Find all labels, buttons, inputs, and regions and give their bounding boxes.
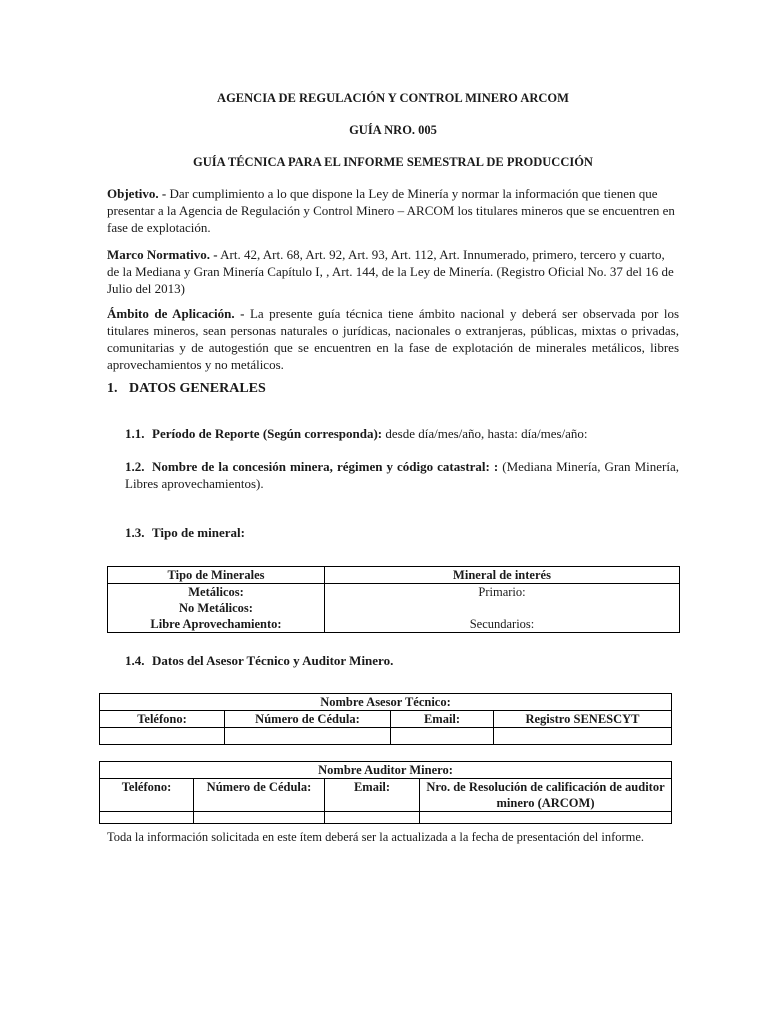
auditor-telefono-value	[100, 812, 194, 824]
objetivo-paragraph	[107, 185, 679, 236]
mineral-interest-cell	[325, 584, 680, 633]
auditor-col-email: Email:	[325, 779, 420, 812]
asesor-cedula-value	[225, 728, 391, 745]
asesor-col-cedula: Número de Cédula:	[225, 711, 391, 728]
mineral-table	[107, 566, 680, 633]
subsection-1-3-label: Tipo de mineral:	[152, 525, 245, 540]
marco-text: Art. 42, Art. 68, Art. 92, Art. 93, Art. 112, Art. Innumerado, primero, tercero y cuarto, de la Mediana y Gran Minería Capítulo I, , Art. 144, de la Ley de Minería. (Registro Oficial No. 37 del 16 de Julio del 2013)	[107, 247, 674, 296]
auditor-col-cedula: Número de Cédula:	[194, 779, 325, 812]
asesor-table-title: Nombre Asesor Técnico:	[100, 694, 672, 711]
auditor-table-title: Nombre Auditor Minero:	[100, 762, 672, 779]
subsection-1-2	[125, 458, 679, 492]
subsection-1-4-label: Datos del Asesor Técnico y Auditor Minero.	[152, 653, 394, 668]
asesor-email-value	[391, 728, 494, 745]
mineral-table-header-left: Tipo de Minerales	[108, 567, 325, 584]
auditor-email-value	[325, 812, 420, 824]
asesor-table	[99, 693, 672, 745]
ambito-label: Ámbito de Aplicación. -	[107, 306, 245, 321]
secundarios-label: Secundarios:	[469, 617, 535, 631]
subsection-1-1-label: Período de Reporte (Según corresponda):	[152, 426, 383, 441]
ambito-text: La presente guía técnica tiene ámbito nacional y deberá ser observada por los titulares mineros, sean personas naturales o jurídicas, nacionales o extranjeras, públicas, mixtas o privadas, comunitarias y de autogestión que se encuentren en la fase de explotación de minerales metálicos, libres aprovechamientos y no metálicos.	[107, 306, 679, 372]
asesor-registro-value	[494, 728, 672, 745]
objetivo-text: Dar cumplimiento a lo que dispone la Ley de Minería y normar la información que tienen que presentar a la Agencia de Regulación y Control Minero – ARCOM los titulares mineros que se encuentren en fase de explotación.	[107, 186, 675, 235]
auditor-cedula-value	[194, 812, 325, 824]
marco-paragraph	[107, 246, 679, 297]
subsection-1-1	[125, 425, 679, 442]
subsection-1-1-text: desde día/mes/año, hasta: día/mes/año:	[382, 426, 588, 441]
mineral-table-header-right: Mineral de interés	[325, 567, 680, 584]
subsection-1-1-number: 1.1.	[125, 426, 145, 441]
guide-title: GUÍA TÉCNICA PARA EL INFORME SEMESTRAL DE PRODUCCIÓN	[193, 155, 593, 169]
asesor-col-telefono: Teléfono:	[100, 711, 225, 728]
subsection-1-2-text: (Mediana Minería, Gran Minería, Libres aprovechamientos).	[125, 459, 679, 491]
primario-label: Primario:	[478, 585, 526, 599]
auditor-col-telefono: Teléfono:	[100, 779, 194, 812]
section-1-number: 1.	[107, 381, 118, 396]
ambito-paragraph	[107, 305, 679, 373]
subsection-1-4	[125, 652, 679, 669]
subsection-1-2-label: Nombre de la concesión minera, régimen y código catastral: :	[152, 459, 499, 474]
guide-number: GUÍA NRO. 005	[349, 123, 437, 137]
section-1-heading	[107, 381, 266, 397]
subsection-1-3-number: 1.3.	[125, 525, 145, 540]
libre-aprovechamiento-label: Libre Aprovechamiento:	[150, 617, 282, 631]
auditor-resolucion-value	[420, 812, 672, 824]
asesor-col-registro: Registro SENESCYT	[494, 711, 672, 728]
agency-title: AGENCIA DE REGULACIÓN Y CONTROL MINERO ARCOM	[217, 91, 569, 105]
spacer	[328, 600, 676, 616]
subsection-1-2-number: 1.2.	[125, 459, 145, 474]
auditor-table	[99, 761, 672, 824]
asesor-telefono-value	[100, 728, 225, 745]
marco-label: Marco Normativo. -	[107, 247, 218, 262]
no-metalicos-label: No Metálicos:	[179, 601, 253, 615]
metalicos-label: Metálicos:	[188, 585, 244, 599]
subsection-1-4-number: 1.4.	[125, 653, 145, 668]
objetivo-label: Objetivo. -	[107, 186, 167, 201]
section-1-title: DATOS GENERALES	[129, 381, 266, 396]
subsection-1-3	[125, 524, 679, 541]
asesor-col-email: Email:	[391, 711, 494, 728]
mineral-types-cell	[108, 584, 325, 633]
auditor-col-resolucion: Nro. de Resolución de calificación de auditor minero (ARCOM)	[420, 779, 672, 812]
information-note: Toda la información solicitada en este ítem deberá ser la actualizada a la fecha de presentación del informe.	[107, 830, 645, 844]
